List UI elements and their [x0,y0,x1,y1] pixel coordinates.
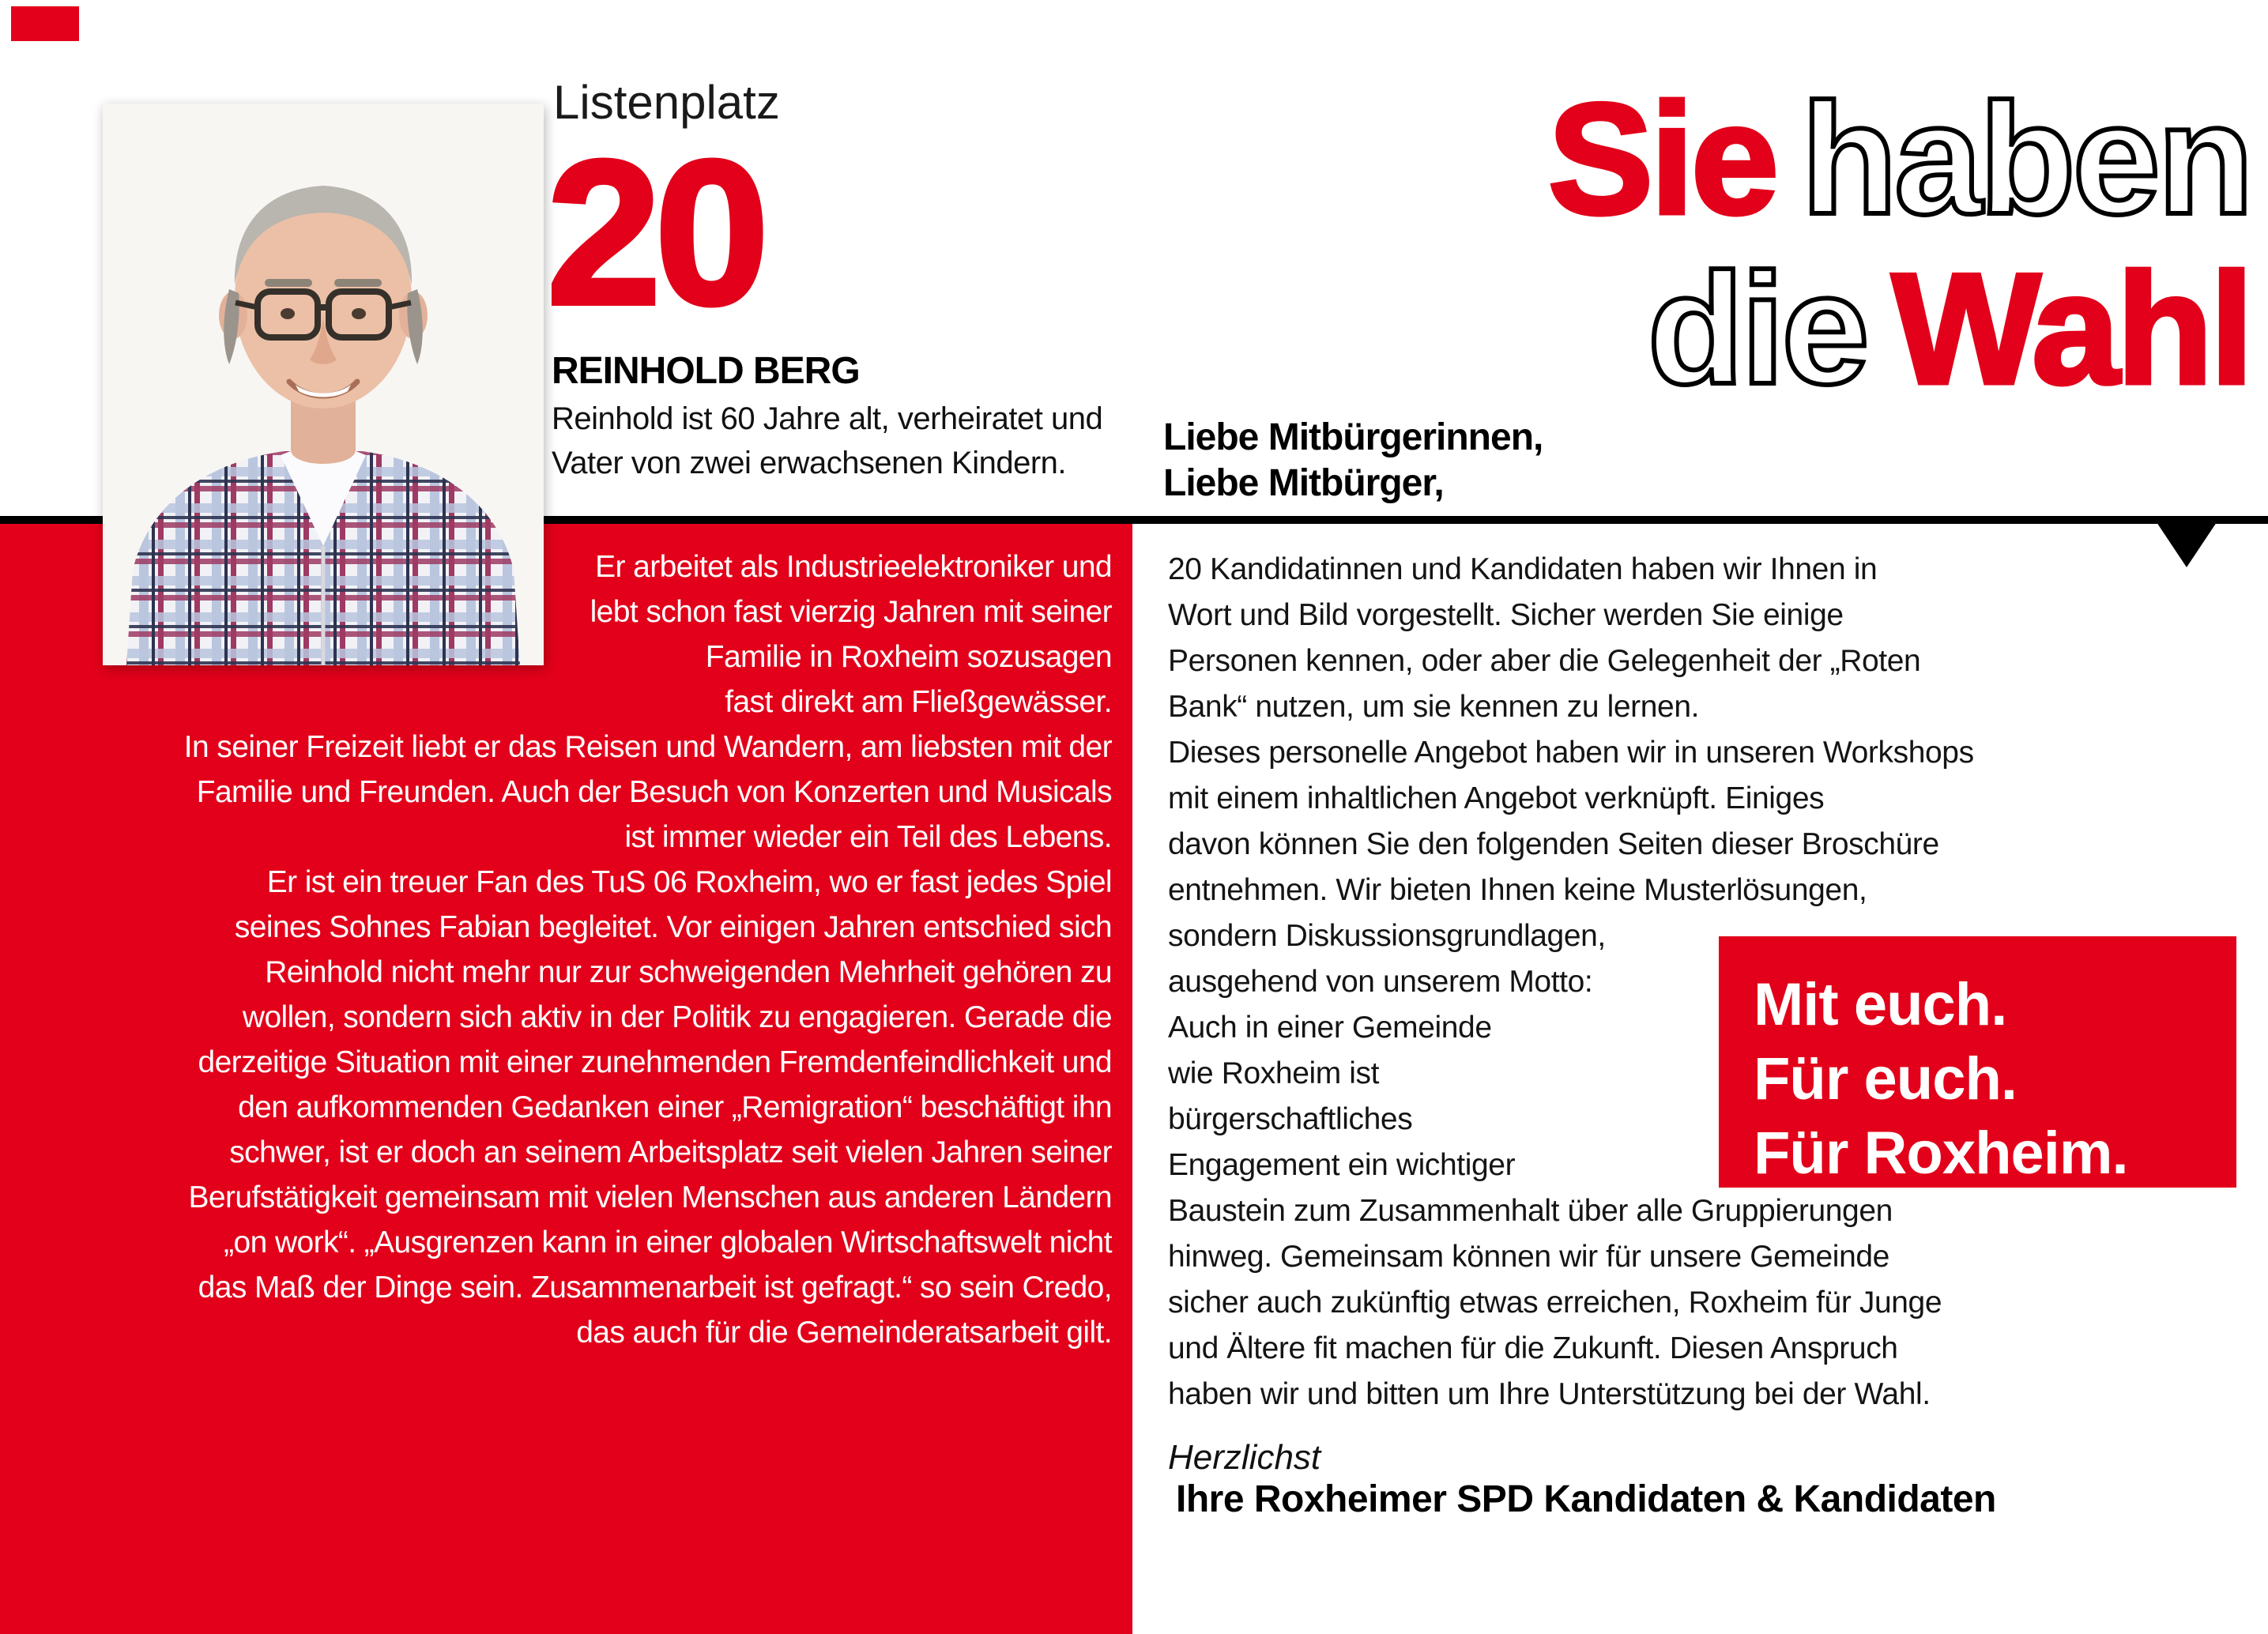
listenplatz-label: Listenplatz [553,76,780,129]
bio-line: ist immer wieder ein Teil des Lebens. [624,820,1112,854]
letter-line: und Ältere fit machen für die Zukunft. Diesen Anspruch [1168,1331,1898,1365]
headline-word: die [1647,241,1867,417]
letter-line: entnehmen. Wir bieten Ihnen keine Musterlösungen, [1168,873,1867,907]
salutation [1163,415,1543,506]
letter-line: Auch in einer Gemeinde [1168,1011,1492,1045]
listenplatz-number: 20 [547,119,763,348]
closing-salute: Herzlichst [1168,1438,1321,1477]
letter-line: Engagement ein wichtiger [1168,1148,1516,1182]
letter-line: Dieses personelle Angebot haben wir in unseren Workshops [1168,736,1974,770]
bio-line: das Maß der Dinge sein. Zusammenarbeit ist gefragt.“ so sein Credo, [198,1271,1112,1305]
candidate-name: REINHOLD BERG [552,350,860,392]
candidate-intro [552,397,1102,485]
bio-line: fast direkt am Fließgewässer. [725,685,1112,719]
letter-line: Wort und Bild vorgestellt. Sicher werden Sie einige [1168,598,1844,632]
bio-line: derzeitige Situation mit einer zunehmenden Fremdenfeindlichkeit und [198,1045,1112,1079]
letter-line: ausgehend von unserem Motto: [1168,965,1593,999]
bio-line: den aufkommenden Gedanken einer „Remigration“ beschäftigt ihn [238,1090,1112,1124]
letter-line: sicher auch zukünftig etwas erreichen, Roxheim für Junge [1168,1286,1942,1320]
headline-word: haben [1801,71,2251,247]
bio-line: das auch für die Gemeinderatsarbeit gilt. [576,1316,1112,1350]
bio-text [24,544,1112,1355]
letter-line: davon können Sie den folgenden Seiten dieser Broschüre [1168,827,1939,861]
motto-line: Mit euch. [1754,971,2007,1038]
letter-line: sondern Diskussionsgrundlagen, [1168,919,1606,953]
letter-line: Bank“ nutzen, um sie kennen zu lernen. [1168,690,1700,724]
motto-line: Für euch. [1754,1045,2017,1113]
letter-line: haben wir und bitten um Ihre Unterstützung bei der Wahl. [1168,1377,1931,1411]
letter-line: hinweg. Gemeinsam können wir für unsere Gemeinde [1168,1240,1889,1274]
salutation-line: Liebe Mitbürger, [1163,462,1444,504]
motto-box [1719,936,2236,1188]
motto-line: Für Roxheim. [1754,1120,2128,1187]
headline-line-2 [1548,241,2251,417]
bio-line: seines Sohnes Fabian begleitet. Vor einigen Jahren entschied sich [234,910,1112,944]
headline-line-1 [1547,71,2251,247]
headline-word: Wahl [1891,241,2251,417]
letter-line: bürgerschaftliches [1168,1102,1413,1136]
bio-line: „on work“. „Ausgrenzen kann in einer globalen Wirtschaftswelt nicht [224,1226,1112,1259]
letter-line: Personen kennen, oder aber die Gelegenheit der „Roten [1168,644,1921,678]
bio-line: Er arbeitet als Industrieelektroniker und [595,550,1112,584]
corner-accent-mark [11,6,79,41]
closing-signature: Ihre Roxheimer SPD Kandidaten & Kandidaten [1176,1478,1996,1520]
bio-line: Er ist ein treuer Fan des TuS 06 Roxheim, wo er fast jedes Spiel [266,865,1112,899]
candidate-intro-line: Vater von zwei erwachsenen Kindern. [552,446,1067,480]
letter-line: 20 Kandidatinnen und Kandidaten haben wir Ihnen in [1168,552,1878,586]
bio-line: Reinhold nicht mehr nur zur schweigenden Mehrheit gehören zu [265,955,1112,989]
headline-word: Sie [1547,71,1776,247]
bio-line: lebt schon fast vierzig Jahren mit seiner [590,595,1112,629]
letter-line: Baustein zum Zusammenhalt über alle Gruppierungen [1168,1194,1893,1228]
bio-line: Berufstätigkeit gemeinsam mit vielen Menschen aus anderen Ländern [188,1180,1112,1214]
bio-line: Familie in Roxheim sozusagen [705,640,1112,674]
headline [1547,71,2251,417]
letter-line: wie Roxheim ist [1168,1056,1380,1090]
bio-line: wollen, sondern sich aktiv in der Politik zu engagieren. Gerade die [242,1000,1112,1034]
bio-line: schwer, ist er doch an seinem Arbeitsplatz seit vielen Jahren seiner [229,1135,1112,1169]
bio-line: In seiner Freizeit liebt er das Reisen und Wandern, am liebsten mit der [183,730,1112,764]
salutation-line: Liebe Mitbürgerinnen, [1163,416,1543,458]
bio-line: Familie und Freunden. Auch der Besuch von Konzerten und Musicals [196,775,1112,809]
letter-line: mit einem inhaltlichen Angebot verknüpft. Einiges [1168,781,1825,815]
candidate-intro-line: Reinhold ist 60 Jahre alt, verheiratet und [552,401,1103,436]
